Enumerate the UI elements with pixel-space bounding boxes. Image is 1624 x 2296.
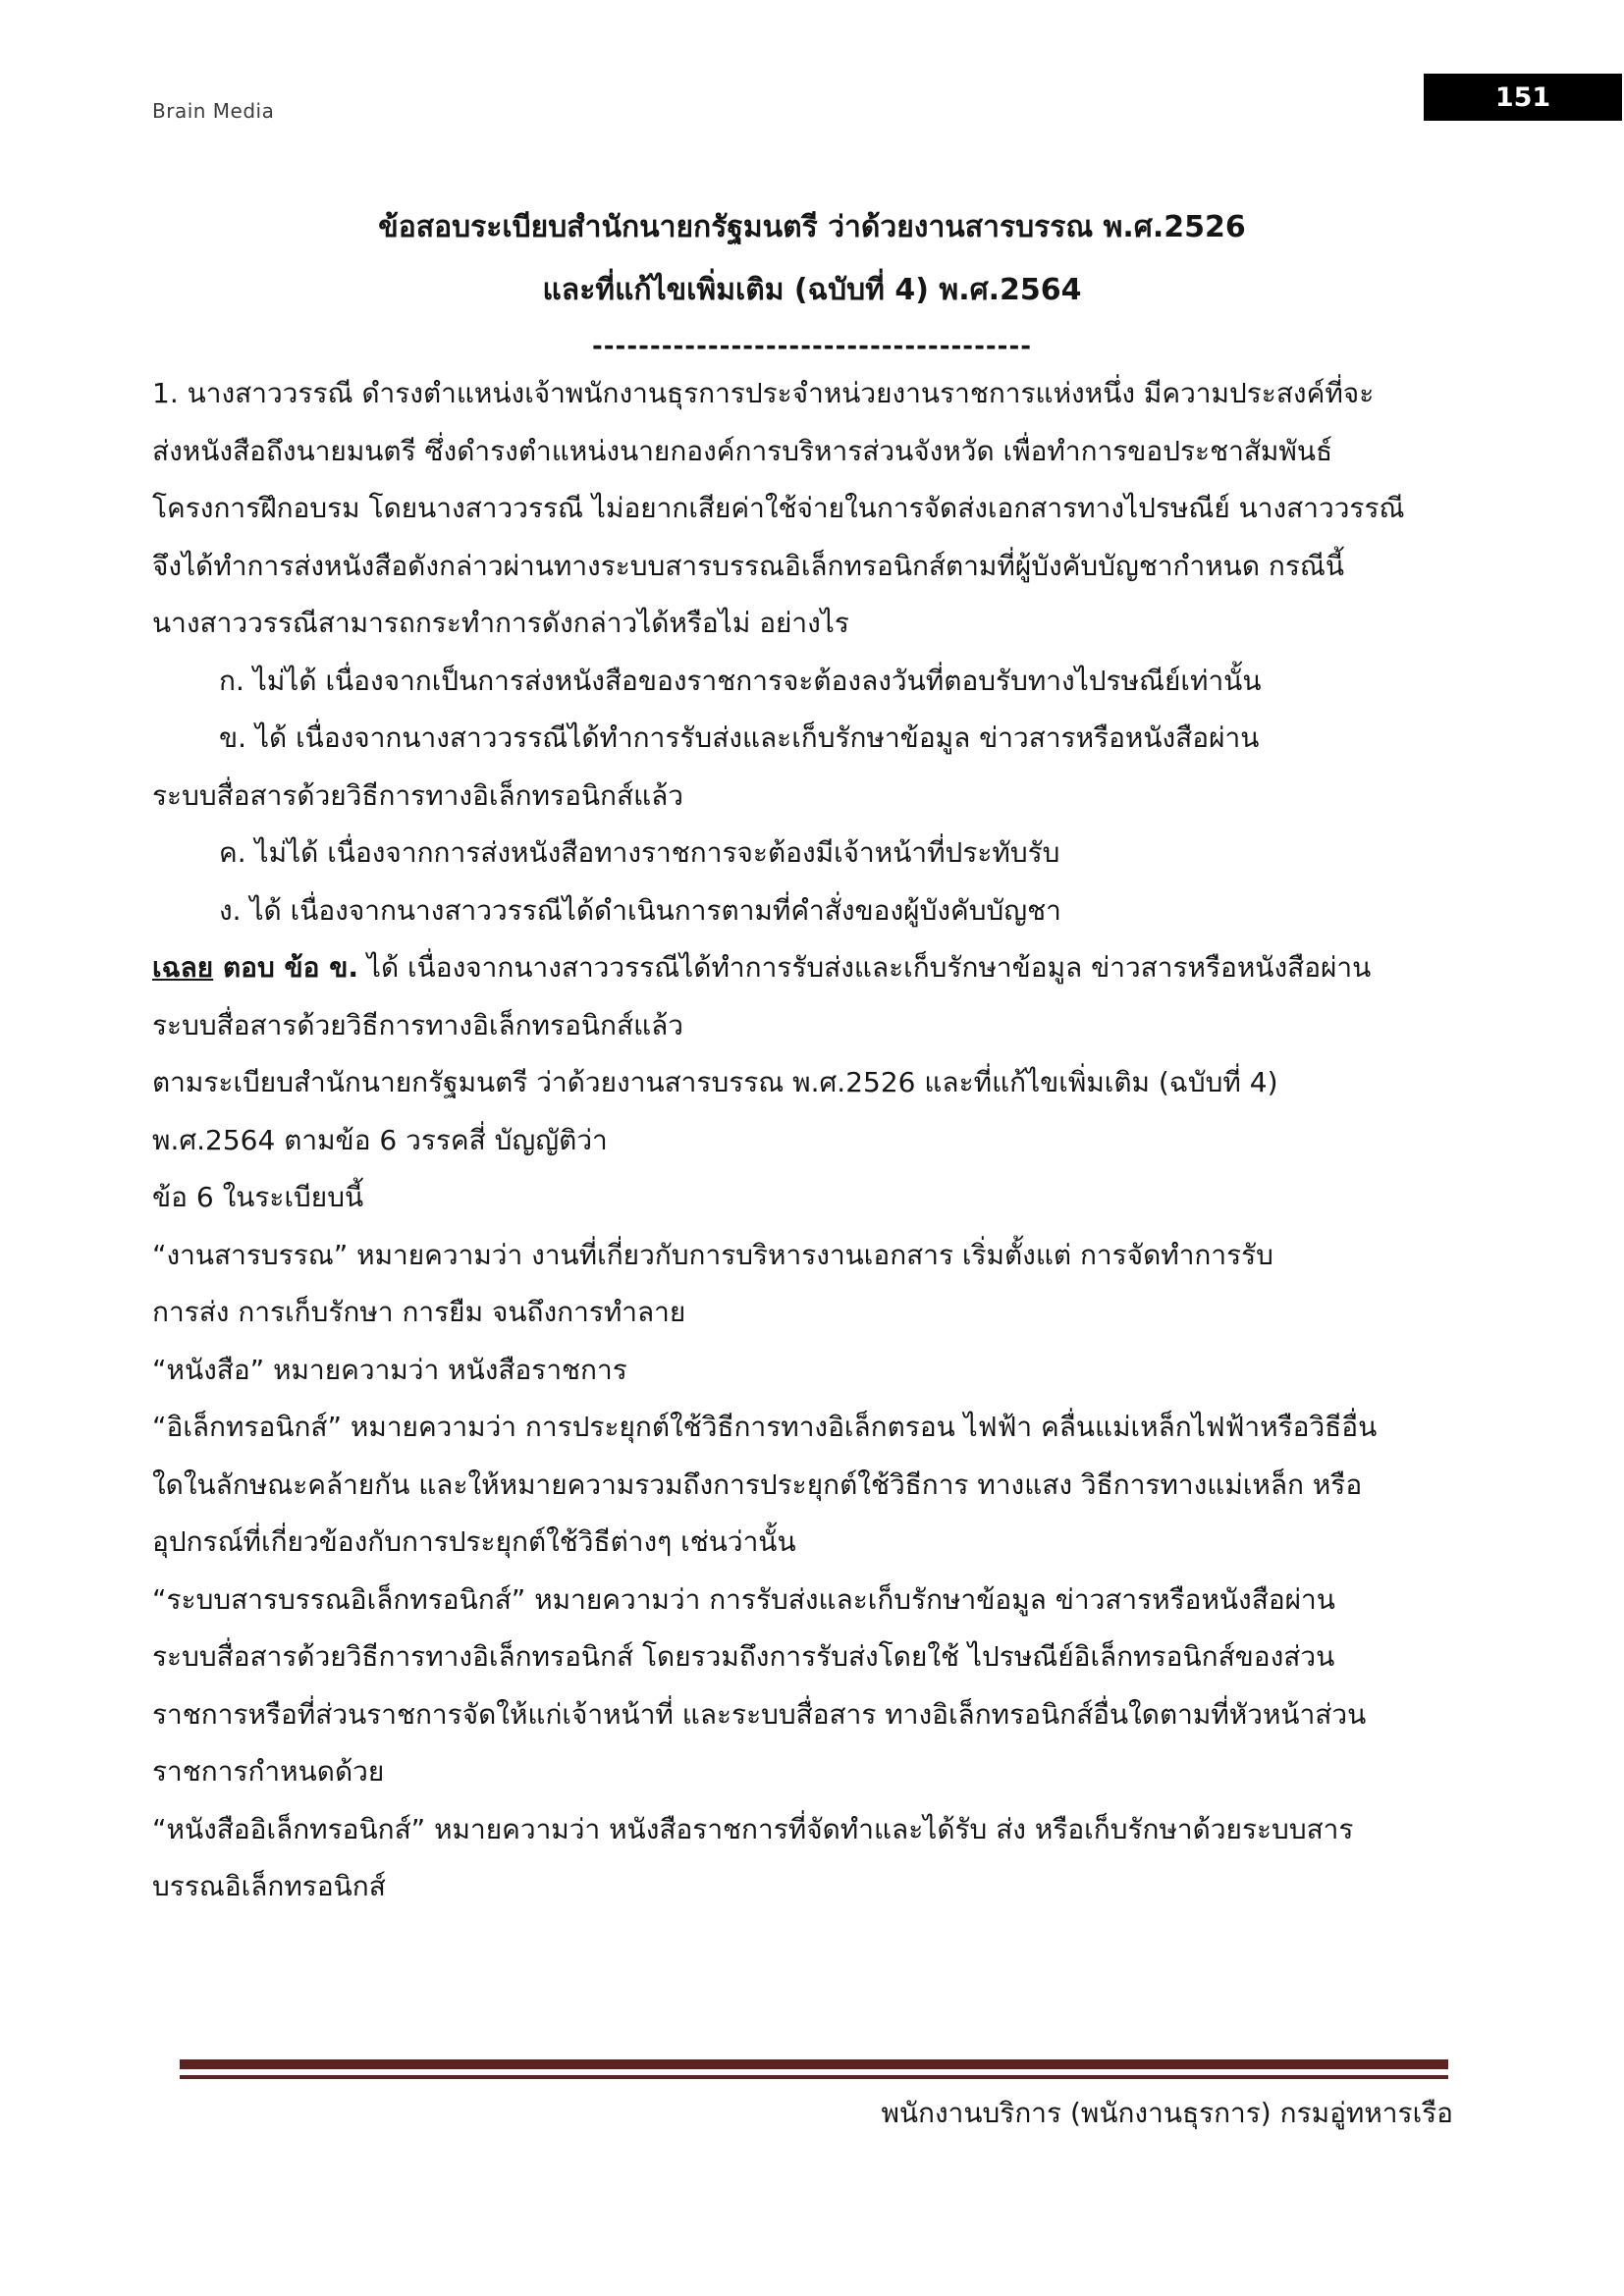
document-body	[152, 365, 1458, 1916]
explanation-line: อุปกรณ์ที่เกี่ยวข้องกับการประยุกต์ใช้วิธีต่างๆ เช่นว่านั้น	[152, 1525, 796, 1558]
choice-a: ก. ไม่ได้ เนื่องจากเป็นการส่งหนังสือของราชการจะต้องลงวันที่ตอบรับทางไปรษณีย์เท่านั้น	[219, 664, 1262, 697]
dashed-divider: --------------------------------------	[591, 332, 1033, 361]
explanation-line: ระบบสื่อสารด้วยวิธีการทางอิเล็กทรอนิกส์แล้ว	[152, 1008, 683, 1041]
explanation-line: ข้อ 6 ในระเบียบนี้	[152, 1181, 364, 1213]
explanation-line: “งานสารบรรณ” หมายความว่า งานที่เกี่ยวกับการบริหารงานเอกสาร เริ่มตั้งแต่ การจัดทำการรับ	[152, 1238, 1273, 1271]
brand-label: Brain Media	[152, 99, 275, 123]
explanation-line: “หนังสือ” หมายความว่า หนังสือราชการ	[152, 1353, 627, 1386]
explanation-line: “อิเล็กทรอนิกส์” หมายความว่า การประยุกต์ใช้วิธีการทางอิเล็กตรอน ไฟฟ้า คลื่นแม่เหล็กไฟฟ้าหรือวิธีอื่น	[152, 1411, 1378, 1443]
explanation-line: “หนังสืออิเล็กทรอนิกส์” หมายความว่า หนังสือราชการที่จัดทำและได้รับ ส่ง หรือเก็บรักษาด้วยระบบสาร	[152, 1812, 1354, 1845]
choice-b: ข. ได้ เนื่องจากนางสาววรรณีได้ทำการรับส่งและเก็บรักษาข้อมูล ข่าวสารหรือหนังสือผ่าน	[219, 721, 1260, 754]
explanation-line: พ.ศ.2564 ตามข้อ 6 วรรคสี่ บัญญัติว่า	[152, 1123, 608, 1156]
footer-credit: พนักงานบริการ (พนักงานธุรการ) กรมอู่ทหารเรือ	[881, 2097, 1453, 2129]
answer-line	[152, 939, 1458, 997]
explanation-line: ใดในลักษณะคล้ายกัน และให้หมายความรวมถึงการประยุกต์ใช้วิธีการ ทางแสง วิธีการทางแม่เหล็ก หรือ	[152, 1468, 1363, 1501]
answer-label: เฉลย	[152, 951, 214, 984]
explanation-line: ระบบสื่อสารด้วยวิธีการทางอิเล็กทรอนิกส์ โดยรวมถึงการรับส่งโดยใช้ ไปรษณีย์อิเล็กทรอนิกส์ของส่วน	[152, 1640, 1335, 1673]
answer-text: ได้ เนื่องจากนางสาววรรณีได้ทำการรับส่งและเก็บรักษาข้อมูล ข่าวสารหรือหนังสือผ่าน	[357, 951, 1372, 984]
question-line-2: ส่งหนังสือถึงนายมนตรี ซึ่งดำรงตำแหน่งนายกองค์การบริหารส่วนจังหวัด เพื่อทำการขอประชาสัมพันธ์	[152, 434, 1333, 467]
question-line-5: นางสาววรรณีสามารถกระทำการดังกล่าวได้หรือไม่ อย่างไร	[152, 607, 849, 639]
explanation-line: บรรณอิเล็กทรอนิกส์	[152, 1870, 386, 1902]
doc-title-line-1: ข้อสอบระเบียบสำนักนายกรัฐมนตรี ว่าด้วยงานสารบรรณ พ.ศ.2526	[378, 210, 1246, 244]
answer-verdict: ตอบ ข้อ ข.	[213, 951, 358, 984]
doc-title-line-2: และที่แก้ไขเพิ่มเติม (ฉบับที่ 4) พ.ศ.2564	[542, 273, 1082, 307]
explanation-line: “ระบบสารบรรณอิเล็กทรอนิกส์” หมายความว่า การรับส่งและเก็บรักษาข้อมูล ข่าวสารหรือหนังสือผ่าน	[152, 1582, 1335, 1616]
title-block	[0, 196, 1624, 361]
choice-c: ค. ไม่ได้ เนื่องจากการส่งหนังสือทางราชการจะต้องมีเจ้าหน้าที่ประทับรับ	[219, 836, 1060, 869]
question-line-1: 1. นางสาววรรณี ดำรงตำแหน่งเจ้าพนักงานธุรการประจำหน่วยงานราชการแห่งหนึ่ง มีความประสงค์ที่จะ	[152, 377, 1375, 409]
page-number-badge: 151	[1424, 74, 1622, 121]
choice-d: ง. ได้ เนื่องจากนางสาววรรณีได้ดำเนินการตามที่คำสั่งของผู้บังคับบัญชา	[219, 893, 1061, 927]
explanation-line: ราชการหรือที่ส่วนราชการจัดให้แก่เจ้าหน้าที่ และระบบสื่อสาร ทางอิเล็กทรอนิกส์อื่นใดตามที่หัวหน้าส่วน	[152, 1697, 1367, 1731]
question-line-3: โครงการฝึกอบรม โดยนางสาววรรณี ไม่อยากเสียค่าใช้จ่ายในการจัดส่งเอกสารทางไปรษณีย์ นางสาววรรณี	[152, 492, 1405, 524]
explanation-line: การส่ง การเก็บรักษา การยืม จนถึงการทำลาย	[152, 1296, 686, 1328]
question-line-4: จึงได้ทำการส่งหนังสือดังกล่าวผ่านทางระบบสารบรรณอิเล็กทรอนิกส์ตามที่ผู้บังคับบัญชากำหนด กรณีนี้	[152, 549, 1345, 582]
footer-rule-thick	[180, 2059, 1448, 2069]
explanation-line: ราชการกำหนดด้วย	[152, 1755, 385, 1788]
choice-b-continuation: ระบบสื่อสารด้วยวิธีการทางอิเล็กทรอนิกส์แล้ว	[152, 778, 683, 812]
explanation-line: ตามระเบียบสำนักนายกรัฐมนตรี ว่าด้วยงานสารบรรณ พ.ศ.2526 และที่แก้ไขเพิ่มเติม (ฉบับที่ 4)	[152, 1066, 1278, 1098]
footer-rule-thin	[180, 2075, 1448, 2079]
